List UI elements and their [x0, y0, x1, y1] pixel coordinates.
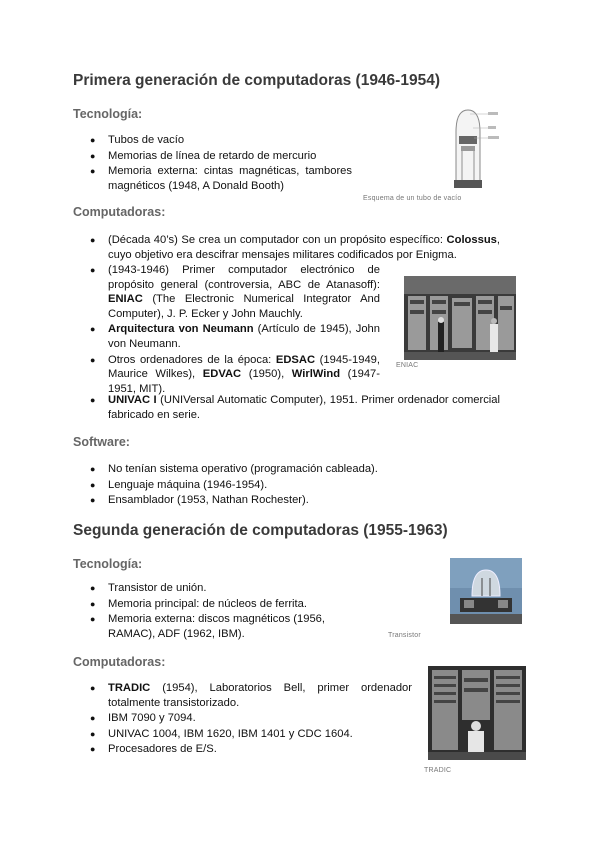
- list-item-tradic: ● TRADIC (1954), Laboratorios Bell, primer ordenador totalmente transistorizado.: [90, 681, 412, 710]
- figure-eniac: [394, 272, 526, 374]
- heading-computadoras-gen2: Computadoras:: [73, 655, 166, 669]
- figure-tradic: [422, 664, 528, 780]
- list-item-univac: ● UNIVAC I (UNIVersal Automatic Computer), 1951. Primer ordenador comercial fabricado en serie.: [90, 393, 500, 422]
- transistor-photo: [450, 558, 522, 624]
- list-item: ● Memoria externa: cintas magnéticas, tambores magnéticos (1948, A Donald Booth): [90, 164, 352, 193]
- list-item: ● IBM 7090 y 7094.: [90, 711, 412, 726]
- list-item: ● Memoria principal: de núcleos de ferrita.: [90, 597, 352, 612]
- list-computadoras-gen1-univac: [90, 393, 500, 423]
- section-title-gen2: Segunda generación de computadoras (1955-1963): [73, 522, 448, 539]
- list-item: ● UNIVAC 1004, IBM 1620, IBM 1401 y CDC 1604.: [90, 727, 412, 742]
- list-item-von-neumann: ● Arquitectura von Neumann (Artículo de 1945), John von Neumann.: [90, 322, 380, 351]
- list-item-colossus: ● (Década 40’s) Se crea un computador con un propósito específico: Colossus, cuyo objetivo era descifrar mensajes militares codificados por Enigma.: [90, 233, 500, 262]
- heading-tecnologia-gen2: Tecnología:: [73, 557, 143, 571]
- list-item: ● Transistor de unión.: [90, 581, 352, 596]
- list-computadoras-gen2: [90, 681, 412, 758]
- heading-computadoras-gen1: Computadoras:: [73, 205, 166, 219]
- list-item: ● Lenguaje máquina (1946-1954).: [90, 478, 490, 493]
- figure-transistor: [386, 554, 528, 644]
- section-title-gen1: Primera generación de computadoras (1946-1954): [73, 72, 440, 89]
- list-item: ● No tenían sistema operativo (programación cableada).: [90, 462, 490, 477]
- list-computadoras-gen1-wide: [90, 233, 500, 263]
- list-item: ● Ensamblador (1953, Nathan Rochester).: [90, 493, 490, 508]
- tradic-photo: [428, 666, 526, 760]
- list-tecnologia-gen1: [90, 133, 352, 194]
- list-item: ● Procesadores de E/S.: [90, 742, 412, 757]
- list-item: ● Tubos de vacío: [90, 133, 352, 148]
- list-software-gen1: [90, 462, 490, 509]
- eniac-photo: [404, 276, 516, 360]
- heading-tecnologia-gen1: Tecnología:: [73, 107, 143, 121]
- list-item: ● Memorias de línea de retardo de mercurio: [90, 149, 352, 164]
- figure-caption: TRADIC: [424, 767, 452, 774]
- list-item-otros: ● Otros ordenadores de la época: EDSAC (1945-1949, Maurice Wilkes), EDVAC (1950), WirlWind (1947-1951, MIT).: [90, 353, 380, 397]
- vacuum-tube-diagram: [360, 104, 500, 192]
- list-item-eniac: ● (1943-1946) Primer computador electrónico de propósito general (controversia, ABC de Atanasoff): ENIAC (The Electronic Numerical Integrator And Computer), J. P. Ecker y John Mauchly.: [90, 263, 380, 321]
- list-tecnologia-gen2: [90, 581, 352, 642]
- figure-caption: ENIAC: [396, 362, 419, 369]
- figure-caption: Transistor: [388, 632, 421, 639]
- list-computadoras-gen1-narrow: [90, 263, 380, 397]
- heading-software-gen1: Software:: [73, 435, 130, 449]
- figure-vacuum-tube: [360, 104, 500, 204]
- figure-caption: Esquema de un tubo de vacío: [363, 195, 462, 202]
- list-item: ● Memoria externa: discos magnéticos (1956, RAMAC), ADF (1962, IBM).: [90, 612, 352, 641]
